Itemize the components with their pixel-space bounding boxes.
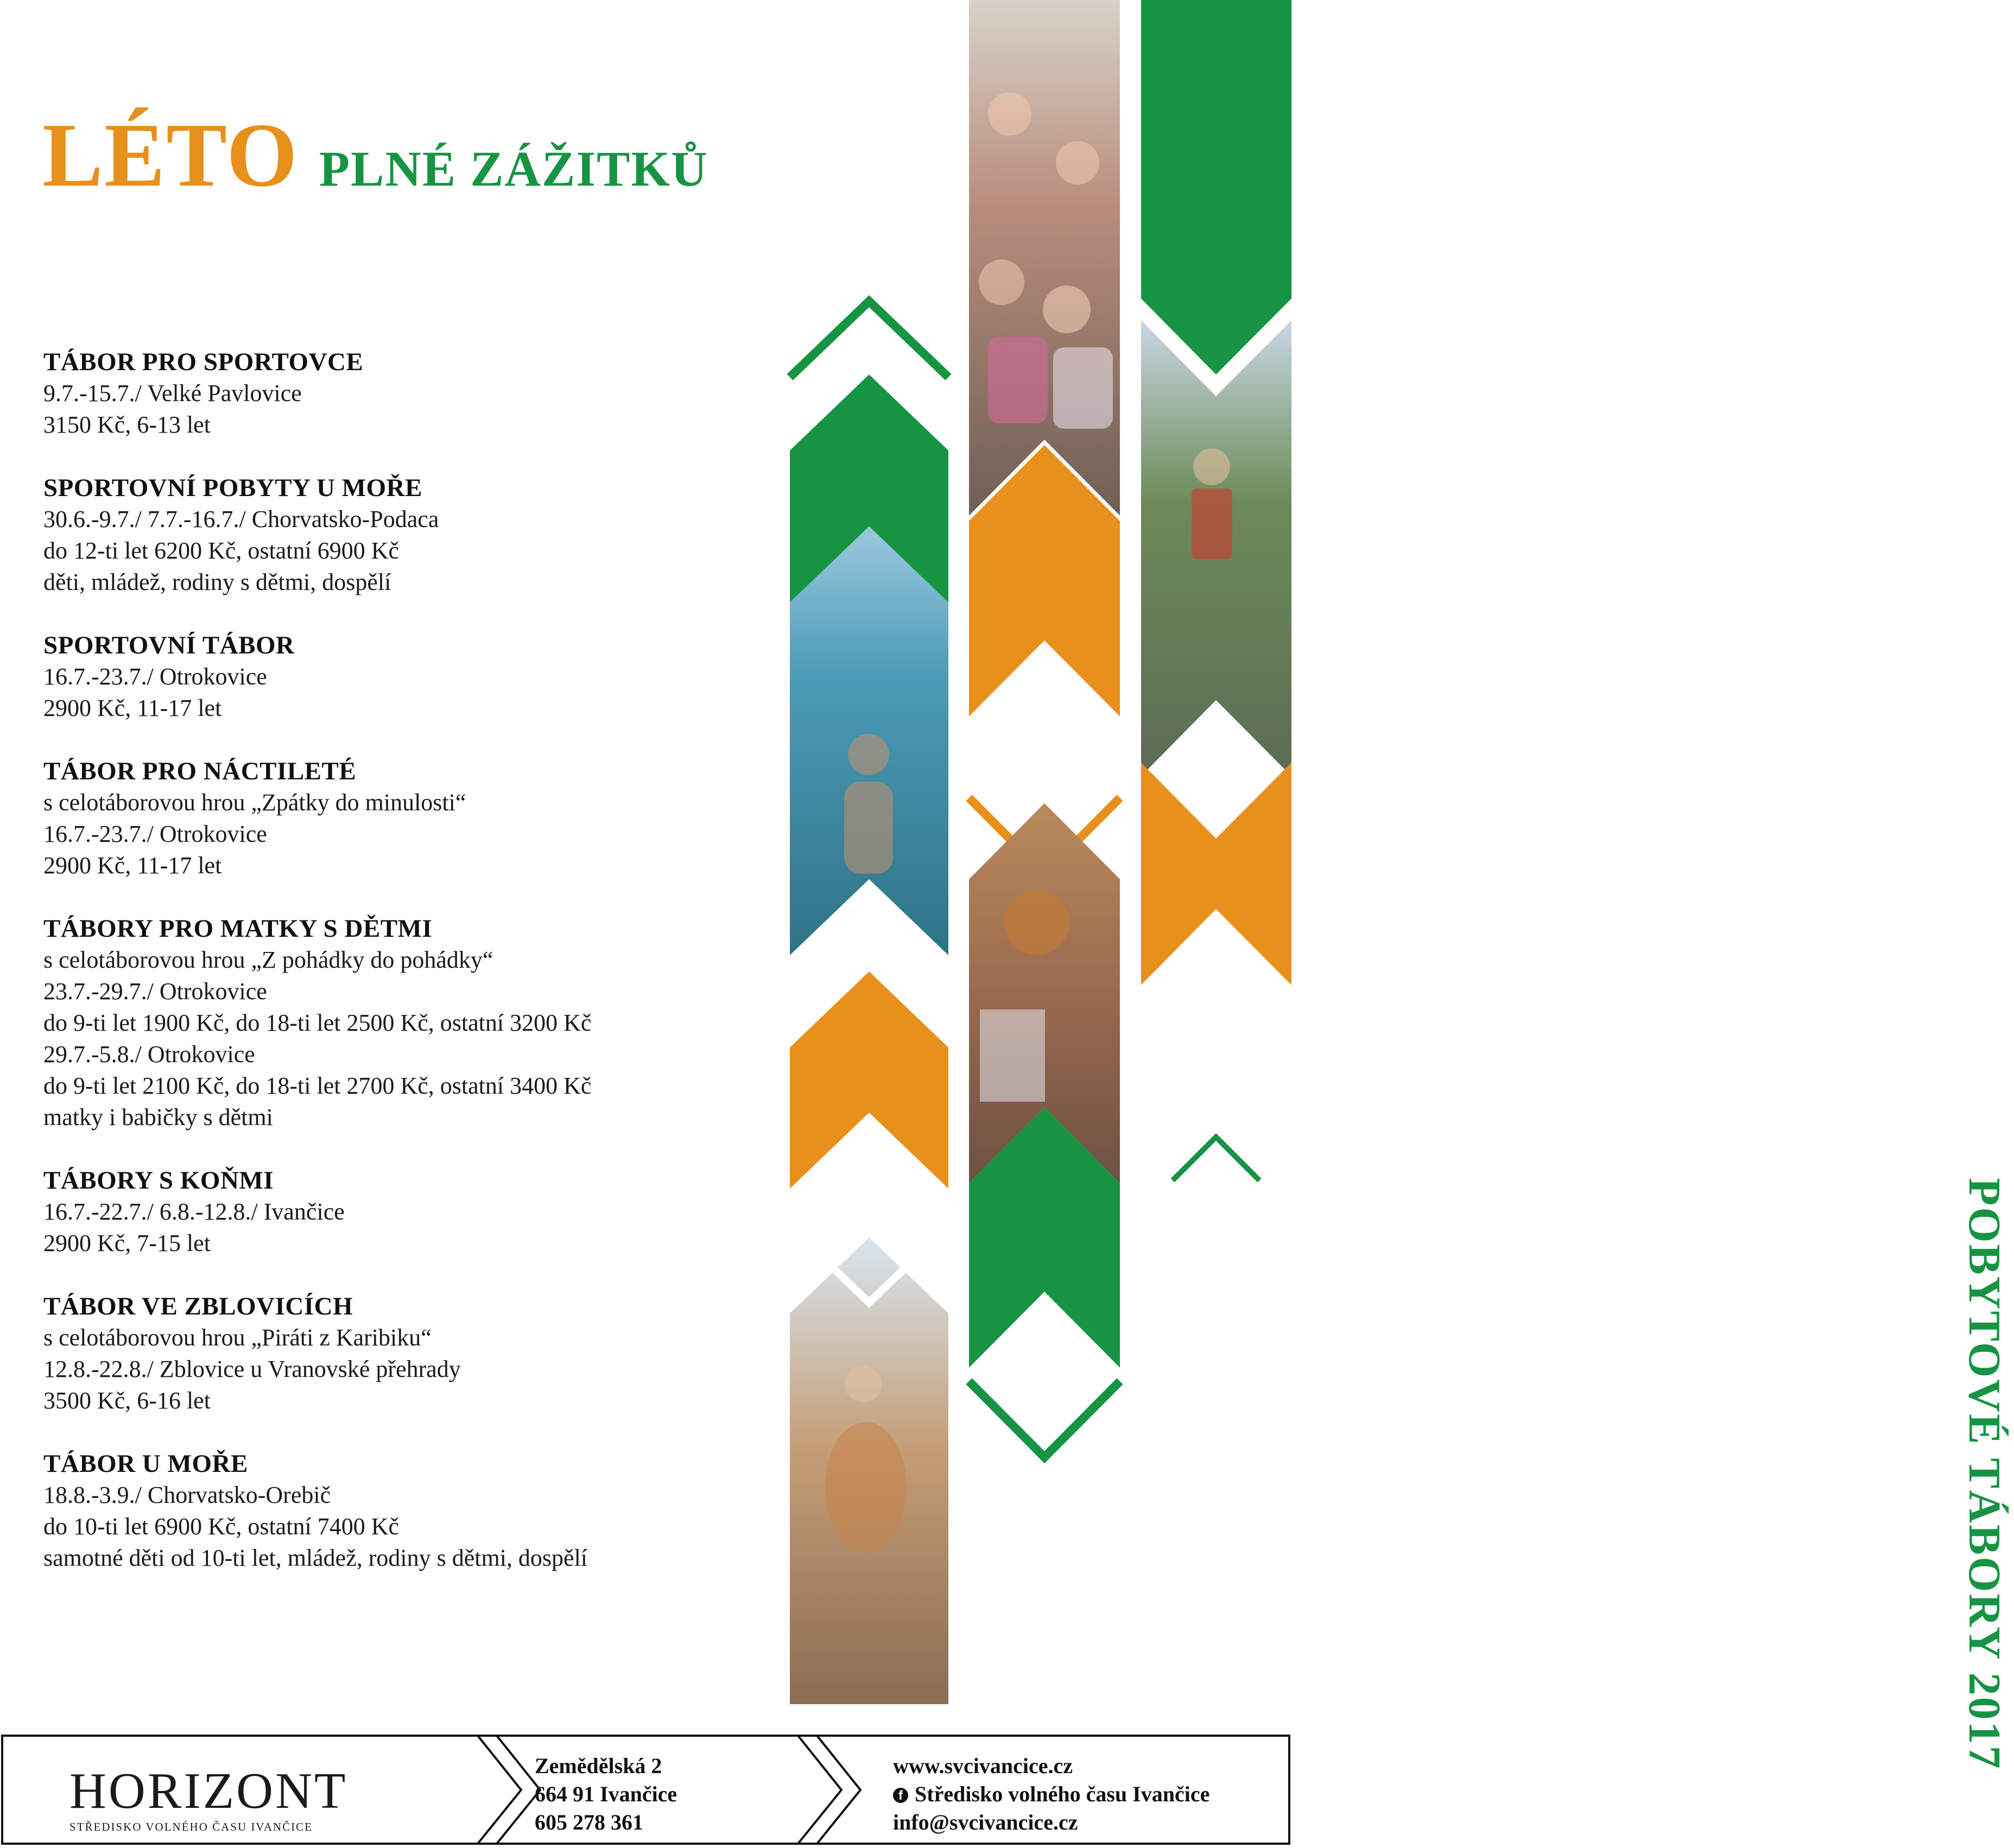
camp-entry [43, 1291, 749, 1417]
camp-detail: do 10-ti let 6900 Kč, ostatní 7400 Kč [43, 1513, 400, 1540]
camp-detail: děti, mládež, rodiny s dětmi, dospělí [43, 569, 391, 595]
camp-title: TÁBORY S KOŇMI [43, 1166, 274, 1195]
camp-title: SPORTOVNÍ POBYTY U MOŘE [43, 474, 422, 502]
camp-detail: do 12-ti let 6200 Kč, ostatní 6900 Kč [43, 537, 400, 564]
camp-detail: 23.7.-29.7./ Otrokovice [43, 978, 267, 1005]
camp-detail: 30.6.-9.7./ 7.7.-16.7./ Chorvatsko-Podaca [43, 506, 439, 532]
camp-detail: samotné děti od 10-ti let, mládež, rodiny s dětmi, dospělí [43, 1545, 588, 1571]
address-block [535, 1752, 677, 1837]
camp-detail: s celotáborovou hrou „Zpátky do minulosti“ [43, 789, 466, 816]
camp-detail: 2900 Kč, 11-17 let [43, 695, 222, 721]
camp-detail: do 9-ti let 1900 Kč, do 18-ti let 2500 Kč, ostatní 3200 Kč [43, 1009, 592, 1036]
camp-detail: 16.7.-23.7./ Otrokovice [43, 663, 267, 690]
camp-list [43, 346, 749, 1605]
headline-small: PLNÉ ZÁŽITKŮ [319, 141, 708, 196]
camp-detail: s celotáborovou hrou „Z pohádky do pohádky“ [43, 947, 493, 973]
camp-entry [43, 913, 749, 1133]
camp-detail: 16.7.-23.7./ Otrokovice [43, 821, 267, 847]
camp-detail: matky i babičky s dětmi [43, 1104, 273, 1131]
camp-detail: 3150 Kč, 6-13 let [43, 411, 211, 438]
camp-title: TÁBOR PRO NÁCTILETÉ [43, 757, 357, 785]
camp-entry [43, 472, 749, 598]
camp-entry [43, 1165, 749, 1259]
camp-detail: 16.7.-22.7./ 6.8.-12.8./ Ivančice [43, 1198, 345, 1225]
camp-title: TÁBOR U MOŘE [43, 1450, 248, 1478]
logo [69, 1764, 352, 1834]
camp-detail: 12.8.-22.8./ Zblovice u Vranovské přehrady [43, 1356, 461, 1382]
headline-big: LÉTO [42, 105, 299, 206]
children-group-photo [969, 0, 1120, 516]
camp-detail: 2900 Kč, 11-17 let [43, 852, 222, 879]
vertical-title: POBYTOVÉ TÁBORY 2017 [1959, 1178, 2010, 1770]
facebook-name: Středisko volného času Ivančice [915, 1782, 1210, 1806]
right-chevron-column [1141, 0, 1291, 1180]
facebook-line[interactable] [893, 1780, 1209, 1808]
camp-title: TÁBOR PRO SPORTOVCE [43, 348, 364, 376]
camp-detail: 29.7.-5.8./ Otrokovice [43, 1041, 255, 1068]
camp-detail: 2900 Kč, 7-15 let [43, 1230, 211, 1256]
camp-entry [43, 755, 749, 881]
camp-title: SPORTOVNÍ TÁBOR [43, 631, 295, 659]
camp-entry [43, 630, 749, 724]
camp-detail: 3500 Kč, 6-16 let [43, 1387, 211, 1414]
contact-block [893, 1752, 1209, 1837]
website-link[interactable]: www.svcivancice.cz [893, 1754, 1073, 1778]
address-city: 664 91 Ivančice [535, 1782, 677, 1806]
camp-detail: 9.7.-15.7./ Velké Pavlovice [43, 380, 302, 407]
camp-title: TÁBOR VE ZBLOVICÍCH [43, 1292, 353, 1320]
logo-subtitle: STŘEDISKO VOLNÉHO ČASU IVANČICE [69, 1820, 313, 1833]
address-street: Zemědělská 2 [535, 1754, 662, 1778]
middle-chevron-column [969, 0, 1120, 1457]
camp-entry [43, 1448, 749, 1574]
facebook-icon: f [893, 1788, 908, 1803]
address-phone: 605 278 361 [535, 1810, 643, 1834]
footer [0, 1731, 1291, 1848]
logo-wordmark: HORIZONT [69, 1763, 348, 1819]
camp-detail: 18.8.-3.9./ Chorvatsko-Orebič [43, 1482, 331, 1508]
camp-detail: s celotáborovou hrou „Piráti z Karibiku“ [43, 1324, 432, 1351]
headline [42, 103, 708, 208]
email-link[interactable]: info@svcivancice.cz [893, 1810, 1078, 1834]
camp-detail: do 9-ti let 2100 Kč, do 18-ti let 2700 Kč, ostatní 3400 Kč [43, 1072, 592, 1099]
camp-title: TÁBORY PRO MATKY S DĚTMI [43, 915, 433, 943]
camp-entry [43, 346, 749, 441]
